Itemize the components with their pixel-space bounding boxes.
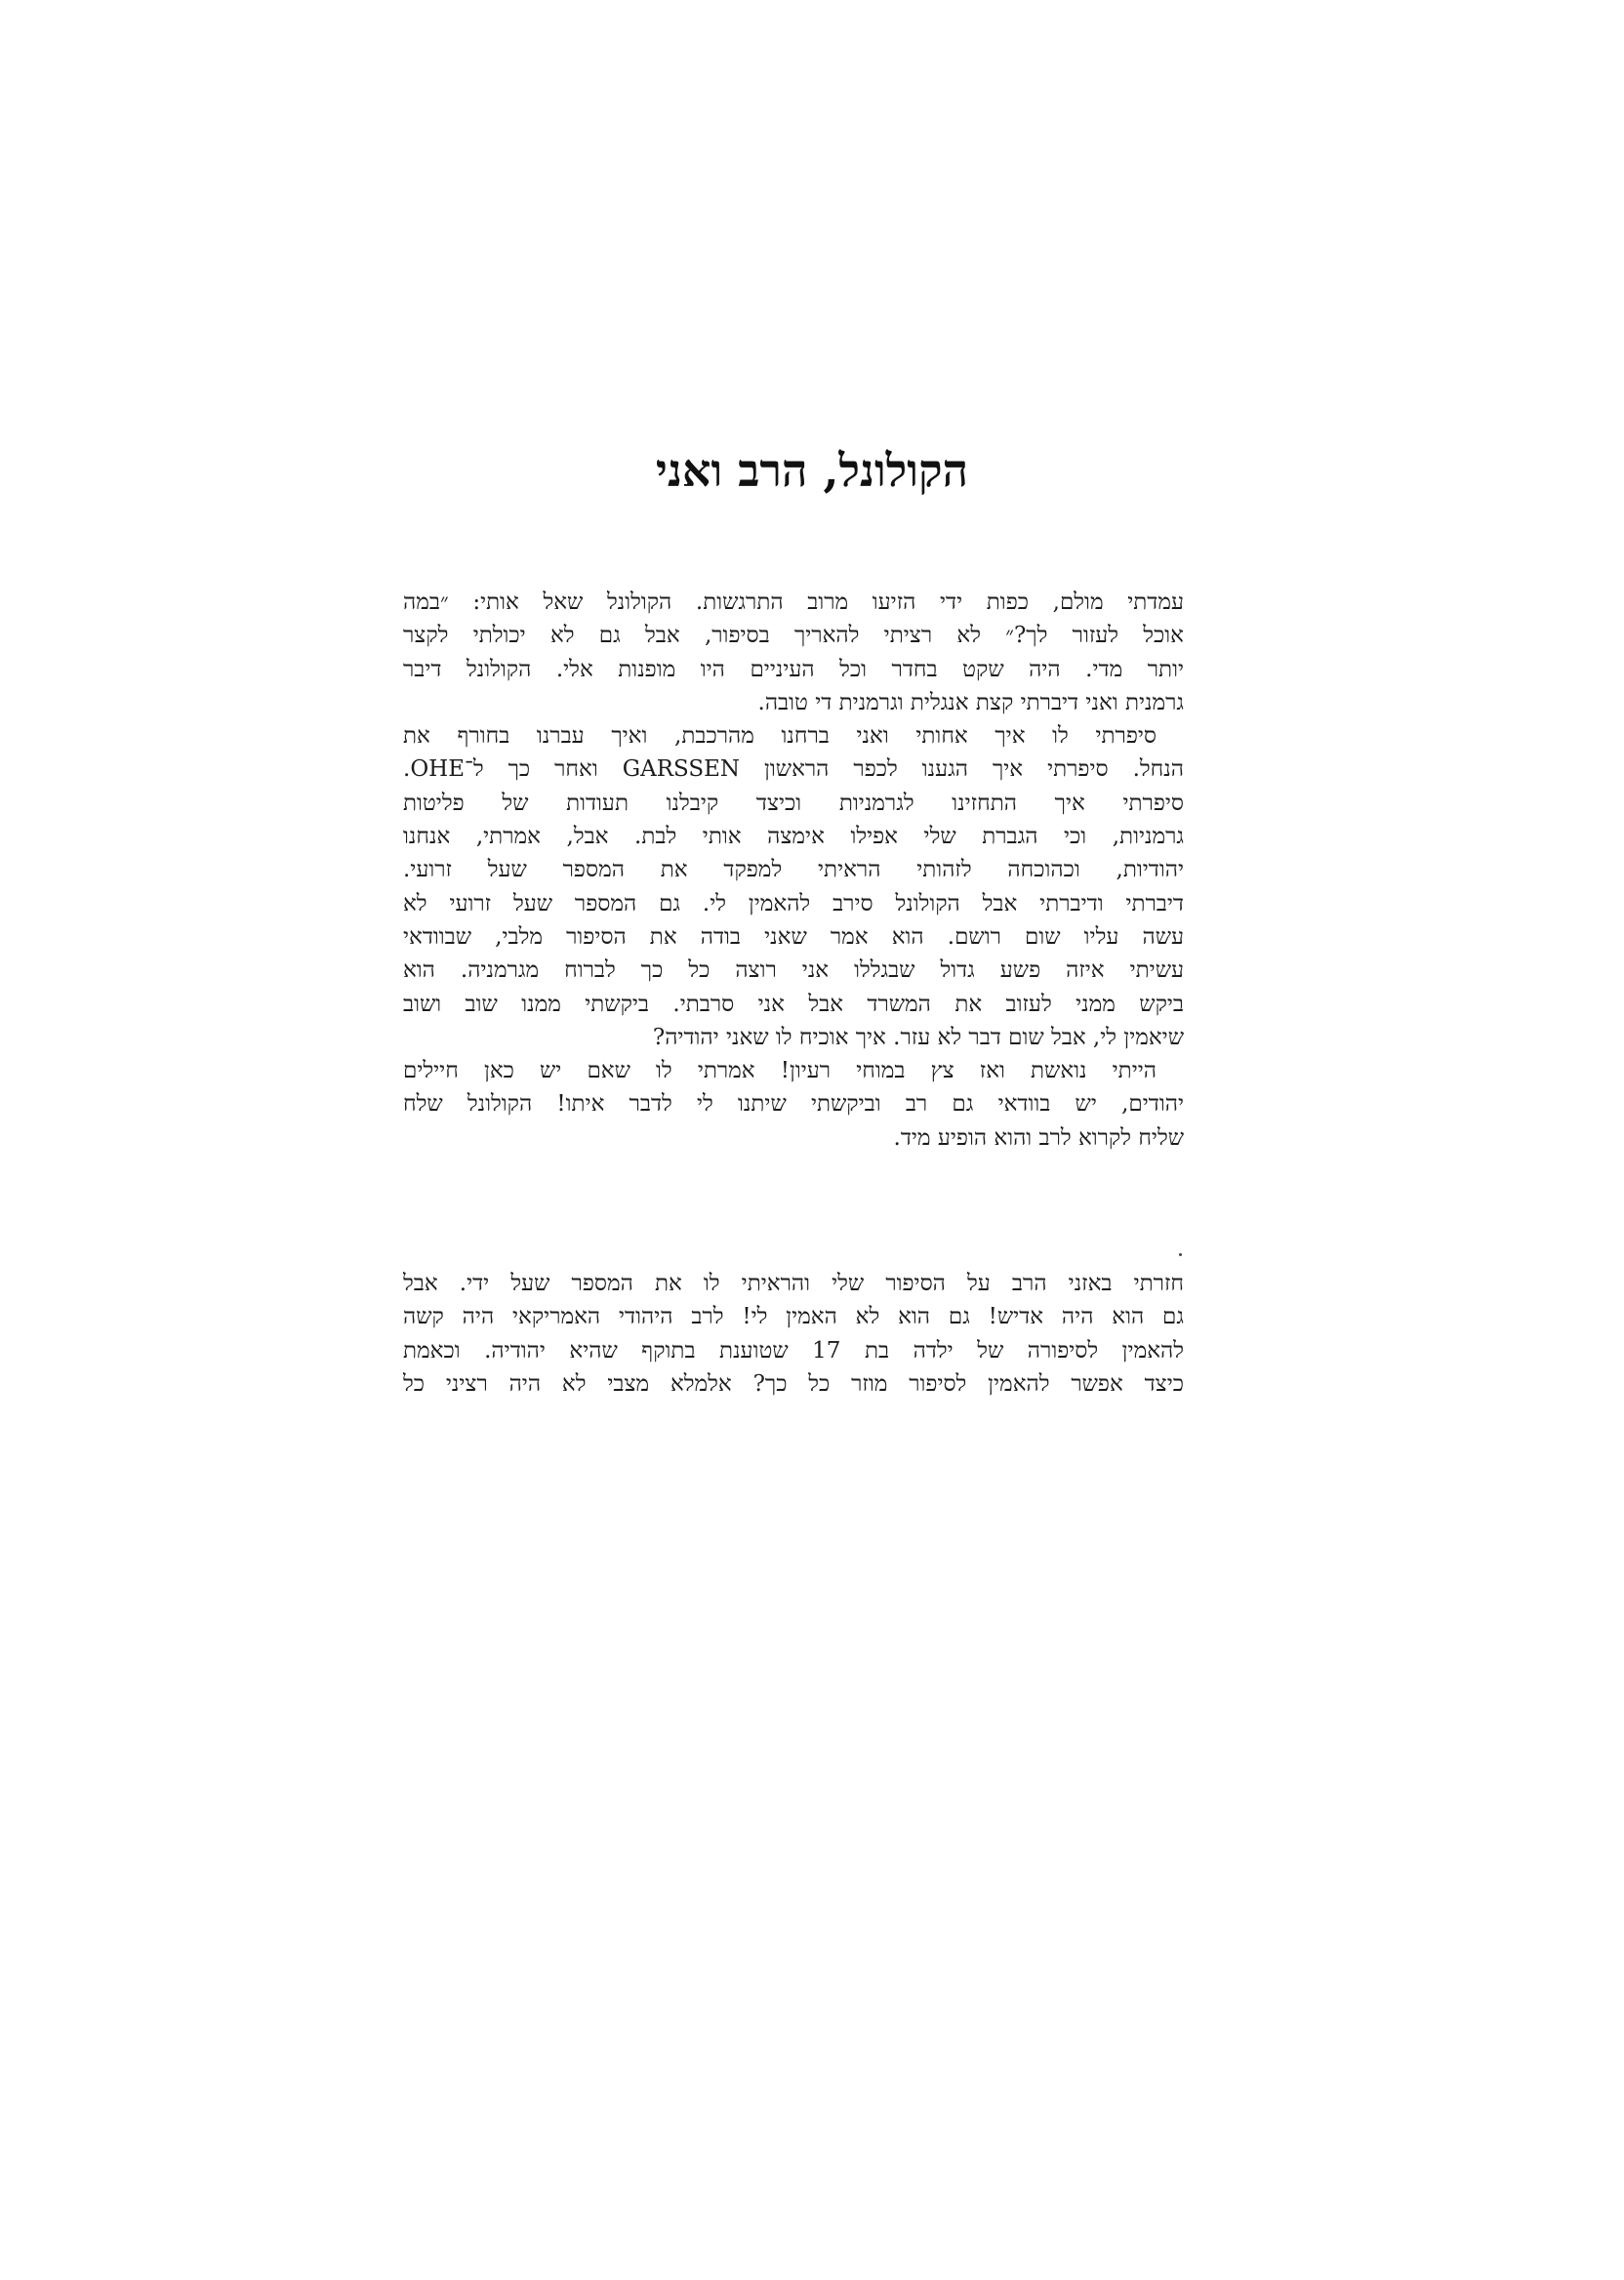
body-line: יהודים, יש בוודאי גם רב וביקשתי שיתנו לי לדבר איתו! הקולונל שלח — [403, 1091, 1184, 1118]
body-line: שיאמין לי, אבל שום דבר לא עזר. איך אוכיח לו שאני יהודיה? — [652, 1024, 1184, 1050]
body-line: הייתי נואשת ואז צץ במוחי רעיון! אמרתי לו שאם יש כאן חיילים — [403, 1058, 1157, 1084]
body-line: להאמין לסיפורה של ילדה בת 17 שטוענת בתוקף שהיא יהודיה. וכאמת — [403, 1337, 1184, 1364]
body-line: יהודיות, וכהוכחה לזהותי הראיתי למפקד את המספר שעל זרועי. — [403, 857, 1184, 883]
body-line: דיברתי ודיברתי אבל הקולונל סירב להאמין לי. גם המספר שעל זרועי לא — [403, 890, 1184, 916]
body-text-block-1 — [403, 586, 1184, 1155]
body-line: סיפרתי לו איך אחותי ואני ברחנו מהרכבת, ואיך עברנו בחורף את — [403, 723, 1157, 750]
chapter-title: הקולונל, הרב ואני — [655, 444, 969, 497]
body-line: עשיתי איזה פשע גדול שבגללו אני רוצה כל כך לברוח מגרמניה. הוא — [403, 957, 1184, 984]
body-line: שליח לקרוא לרב והוא הופיע מיד. — [893, 1124, 1184, 1151]
body-line: עשה עליו שום רושם. הוא אמר שאני בודה את הסיפור מלבי, שבוודאי — [403, 923, 1184, 950]
body-line: חזרתי באזני הרב על הסיפור שלי והראיתי לו את המספר שעל ידי. אבל — [403, 1271, 1184, 1296]
body-text-block-2 — [403, 1267, 1184, 1401]
body-line: כיצד אפשר להאמין לסיפור מוזר כל כך? אלמלא מצבי לא היה רציני כל — [403, 1370, 1184, 1397]
body-line: הנחל. סיפרתי איך הגענו לכפר הראשון GARSSEN ואחר כך ל־OHE. — [403, 756, 1184, 783]
stray-ink-dot — [1179, 1253, 1182, 1256]
body-line: אוכל לעזור לך?״ לא רציתי להאריך בסיפור, אבל גם לא יכולתי לקצר — [403, 623, 1184, 649]
body-line: גרמניות, וכי הגברת שלי אפילו אימצה אותי לבת. אבל, אמרתי, אנחנו — [403, 824, 1184, 850]
body-line: יותר מדי. היה שקט בחדר וכל העיניים היו מופנות אלי. הקולונל דיבר — [403, 656, 1184, 682]
body-line: ביקש ממני לעזוב את המשרד אבל אני סרבתי. ביקשתי ממנו שוב ושוב — [403, 991, 1184, 1017]
body-line: גרמנית ואני דיברתי קצת אנגלית וגרמנית די טובה. — [757, 689, 1184, 715]
body-line: גם הוא היה אדיש! גם הוא לא האמין לי! לרב היהודי האמריקאי היה קשה — [403, 1304, 1184, 1330]
body-line: עמדתי מולם, כפות ידי הזיעו מרוב התרגשות. הקולונל שאל אותי: ״במה — [403, 590, 1184, 615]
body-line: סיפרתי איך התחזינו לגרמניות וכיצד קיבלנו תעודות של פליטות — [403, 790, 1184, 816]
